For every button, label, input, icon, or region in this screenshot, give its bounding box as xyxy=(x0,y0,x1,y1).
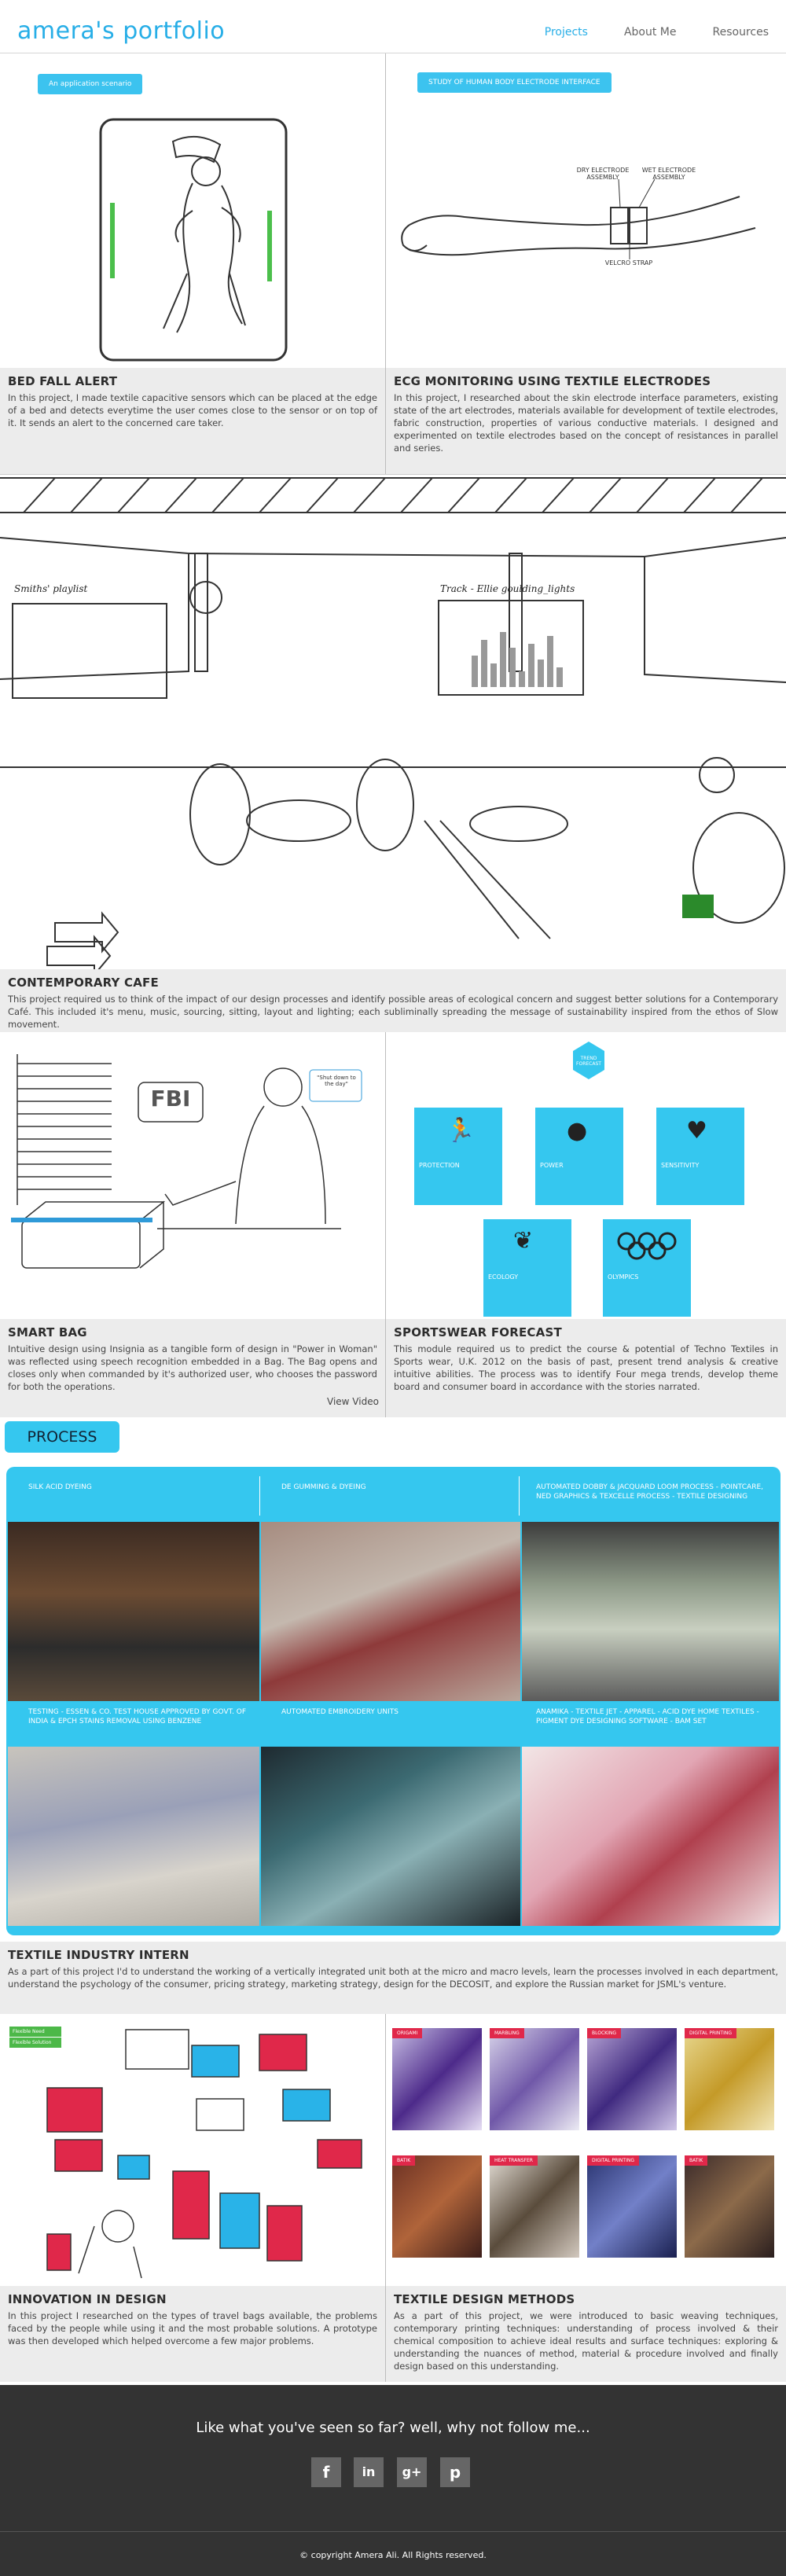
footer-divider xyxy=(0,2531,786,2532)
site-logo[interactable]: amera's portfolio xyxy=(17,17,226,45)
sensitivity-box[interactable] xyxy=(656,1108,744,1205)
protection-box[interactable] xyxy=(414,1108,502,1205)
divider xyxy=(259,1476,260,1516)
digital-printing-tile-1[interactable] xyxy=(685,2028,774,2130)
print-photo[interactable] xyxy=(522,1747,779,1926)
innovation-title: INNOVATION IN DESIGN xyxy=(8,2292,167,2306)
linkedin-icon[interactable]: in xyxy=(354,2457,384,2487)
process-caption-5: AUTOMATED EMBROIDERY UNITS xyxy=(281,1708,399,1716)
power-box[interactable] xyxy=(535,1108,623,1205)
cafe-image[interactable] xyxy=(0,474,786,969)
runner-icon: 🏃 xyxy=(446,1117,476,1145)
smart-bag-title: SMART BAG xyxy=(8,1325,87,1339)
loom-photo[interactable] xyxy=(522,1522,779,1701)
textile-methods-image[interactable] xyxy=(386,2014,786,2286)
speech-bubble: "Shut down to the day" xyxy=(317,1075,356,1087)
olympics-box[interactable] xyxy=(603,1219,691,1317)
leaf-icon: ❦ xyxy=(513,1227,534,1255)
ecg-description: In this project, I researched about the skin electrode interface parameters, existing state of the art electrodes, materials available for development of textile electrodes, fabric construction, properties of various conductive materials. I designed and experimented on textile electrodes based on the concept of resistances in parallel and series. xyxy=(394,392,778,454)
bed-fall-image[interactable] xyxy=(0,53,385,368)
process-caption-6: ANAMIKA - TEXTILE JET - APPAREL - ACID DYE HOME TEXTILES - PIGMENT DYE DESIGNING SOFTWARE - BAM SET xyxy=(536,1708,759,1725)
heat-transfer-tile[interactable] xyxy=(490,2155,579,2258)
velcro-strap-label: VELCRO STRAP xyxy=(604,259,653,266)
power-label: POWER xyxy=(540,1162,564,1169)
nav-about-me[interactable]: About Me xyxy=(623,26,677,39)
tile-label: BLOCKING xyxy=(587,2028,621,2038)
copyright-text: © copyright Amera Ali. All Rights reserved. xyxy=(299,2550,487,2560)
olympics-label: OLYMPICS xyxy=(608,1273,639,1281)
follow-message: Like what you've seen so far? well, why not follow me... xyxy=(196,2420,590,2436)
bed-fall-description: In this project, I made textile capacitive sensors which can be placed at the edge of a bed and detects everytime the user comes close to the sensor or on top of it. It sends an alert to the concerned care taker. xyxy=(8,392,377,428)
origami-tile[interactable] xyxy=(392,2028,482,2130)
bed-illustration xyxy=(0,53,385,368)
tile-label: DIGITAL PRINTING xyxy=(685,2028,736,2038)
sportswear-image[interactable] xyxy=(386,1032,786,1319)
wet-electrode-label: WET ELECTRODE ASSEMBLY xyxy=(641,167,696,181)
site-footer xyxy=(0,2385,786,2576)
cafe-illustration xyxy=(0,475,786,969)
process-button[interactable]: PROCESS xyxy=(5,1421,119,1453)
bed-fall-caption xyxy=(0,368,385,474)
innovation-description: In this project I researched on the types of travel bags available, the problems faced by the people while using it and the most probable solutions. A prototype was then developed which helped overcome a few major problems. xyxy=(8,2310,377,2346)
flexible-need-note: Flexible Need xyxy=(9,2027,61,2037)
sportswear-title: SPORTSWEAR FORECAST xyxy=(394,1325,562,1339)
cafe-screen-label-1: Smiths' playlist xyxy=(14,583,88,594)
protection-label: PROTECTION xyxy=(419,1162,460,1169)
cafe-description: This project required us to think of the impact of our design processes and identify possible areas of ecological concern and suggest better solutions for a Contemporary Café. This included it's menu, music, sourcing, sitting, layout and lighting; each subliminally spreading the message of sustainability inspired from the ethos of Slow movement. xyxy=(8,994,778,1030)
fbi-badge: FBI xyxy=(150,1086,191,1112)
ecg-title: ECG MONITORING USING TEXTILE ELECTRODES xyxy=(394,374,711,388)
heart-icon: ♥ xyxy=(686,1117,707,1145)
cafe-title: CONTEMPORARY CAFE xyxy=(8,976,159,990)
head-icon: ● xyxy=(567,1117,588,1145)
smart-bag-image[interactable] xyxy=(0,1032,385,1319)
site-header xyxy=(0,0,786,53)
silk-dyeing-photo[interactable] xyxy=(8,1522,259,1701)
tile-label: BATIK xyxy=(685,2155,707,2166)
innovation-caption xyxy=(0,2286,385,2382)
tile-label: BATIK xyxy=(392,2155,415,2166)
sportswear-caption xyxy=(386,1319,786,1417)
cafe-screen-label-2: Track - Ellie goulding_lights xyxy=(440,583,575,594)
blocking-tile[interactable] xyxy=(587,2028,677,2130)
ecg-image[interactable] xyxy=(386,53,786,368)
olympic-rings-icon xyxy=(615,1230,678,1262)
tile-label: HEAT TRANSFER xyxy=(490,2155,538,2166)
embroidery-photo[interactable] xyxy=(261,1747,520,1926)
study-tag: STUDY OF HUMAN BODY ELECTRODE INTERFACE xyxy=(417,72,612,93)
divider xyxy=(519,1476,520,1516)
arm-electrode-illustration xyxy=(386,53,786,368)
process-caption-4: TESTING - ESSEN & CO. TEST HOUSE APPROVED BY GOVT. OF INDIA & EPCH STAINS REMOVAL USING BENZENE xyxy=(28,1708,247,1725)
google-plus-icon[interactable]: g+ xyxy=(397,2457,427,2487)
batik-tile-2[interactable] xyxy=(685,2155,774,2258)
pinterest-icon[interactable]: p xyxy=(440,2457,470,2487)
intern-description: As a part of this project I'd to understand the working of a vertically integrated unit both at the micro and macro levels, learn the processes involved in each department, understand the psychology of the consumer, pricing strategy, marketing strategy, design for the DECOSIT, and explore the Russian market for JSML's venture. xyxy=(8,1966,778,1990)
process-caption-1: SILK ACID DYEING xyxy=(28,1483,92,1491)
degumming-photo[interactable] xyxy=(261,1522,520,1701)
facebook-icon[interactable]: f xyxy=(311,2457,341,2487)
main-nav xyxy=(545,26,769,39)
textile-methods-caption xyxy=(386,2286,786,2382)
intern-caption xyxy=(0,1942,786,2014)
ecology-label: ECOLOGY xyxy=(488,1273,519,1281)
flexible-solution-note: Flexible Solution xyxy=(9,2038,61,2048)
cafe-caption xyxy=(0,969,786,1032)
intern-title: TEXTILE INDUSTRY INTERN xyxy=(8,1948,189,1962)
ecology-box[interactable] xyxy=(483,1219,571,1317)
travel-bag-sketches xyxy=(0,2014,385,2286)
process-caption-3: AUTOMATED DOBBY & JACQUARD LOOM PROCESS - POINTCARE, NED GRAPHICS & TEXCELLE PROCESS - TEXTILE DESIGNING xyxy=(536,1483,764,1501)
textile-methods-description: As a part of this project, we were introduced to basic weaving techniques, contemporary printing techniques: understanding of process involved & their chemical composition to achieve ideal results and surface techniques: exploring & understanding the nuances of method, material & procedure involved and finally design based on this understanding. xyxy=(394,2310,778,2372)
tile-label: ORIGAMI xyxy=(392,2028,422,2038)
tile-label: MARBLING xyxy=(490,2028,524,2038)
view-video-link[interactable]: View Video xyxy=(327,1396,379,1407)
marbling-tile[interactable] xyxy=(490,2028,579,2130)
tile-label: DIGITAL PRINTING xyxy=(587,2155,639,2166)
process-panel[interactable] xyxy=(6,1467,780,1935)
sensitivity-label: SENSITIVITY xyxy=(661,1162,700,1169)
innovation-image[interactable] xyxy=(0,2014,385,2286)
smart-bag-description: Intuitive design using Insignia as a tangible form of design in "Power in Woman" was reflected using speech recognition embedded in a Bag. The Bag opens and closes only when commanded by it's authorized user, who chooses the password for both the operations. xyxy=(8,1343,377,1392)
bed-fall-title: BED FALL ALERT xyxy=(8,374,118,388)
textile-methods-title: TEXTILE DESIGN METHODS xyxy=(394,2292,575,2306)
testing-photo[interactable] xyxy=(8,1747,259,1926)
sportswear-description: This module required us to predict the course & potential of Techno Textiles in Sports wear, U.K. 2012 on the basis of past, present trend analysis & creative intuitive abilities. The process was to identify Four mega trends, develop theme board and consumer board in accordance with the stories narrated. xyxy=(394,1343,778,1392)
process-caption-2: DE GUMMING & DYEING xyxy=(281,1483,366,1491)
nav-projects[interactable]: Projects xyxy=(544,26,588,39)
ecg-caption xyxy=(386,368,786,474)
nav-resources[interactable]: Resources xyxy=(712,26,769,39)
scenario-tag: An application scenario xyxy=(38,74,142,94)
trend-forecast-hex: TREND FORECAST xyxy=(576,1056,601,1067)
dry-electrode-label: DRY ELECTRODE ASSEMBLY xyxy=(576,167,630,181)
batik-tile-1[interactable] xyxy=(392,2155,482,2258)
digital-printing-tile-2[interactable] xyxy=(587,2155,677,2258)
